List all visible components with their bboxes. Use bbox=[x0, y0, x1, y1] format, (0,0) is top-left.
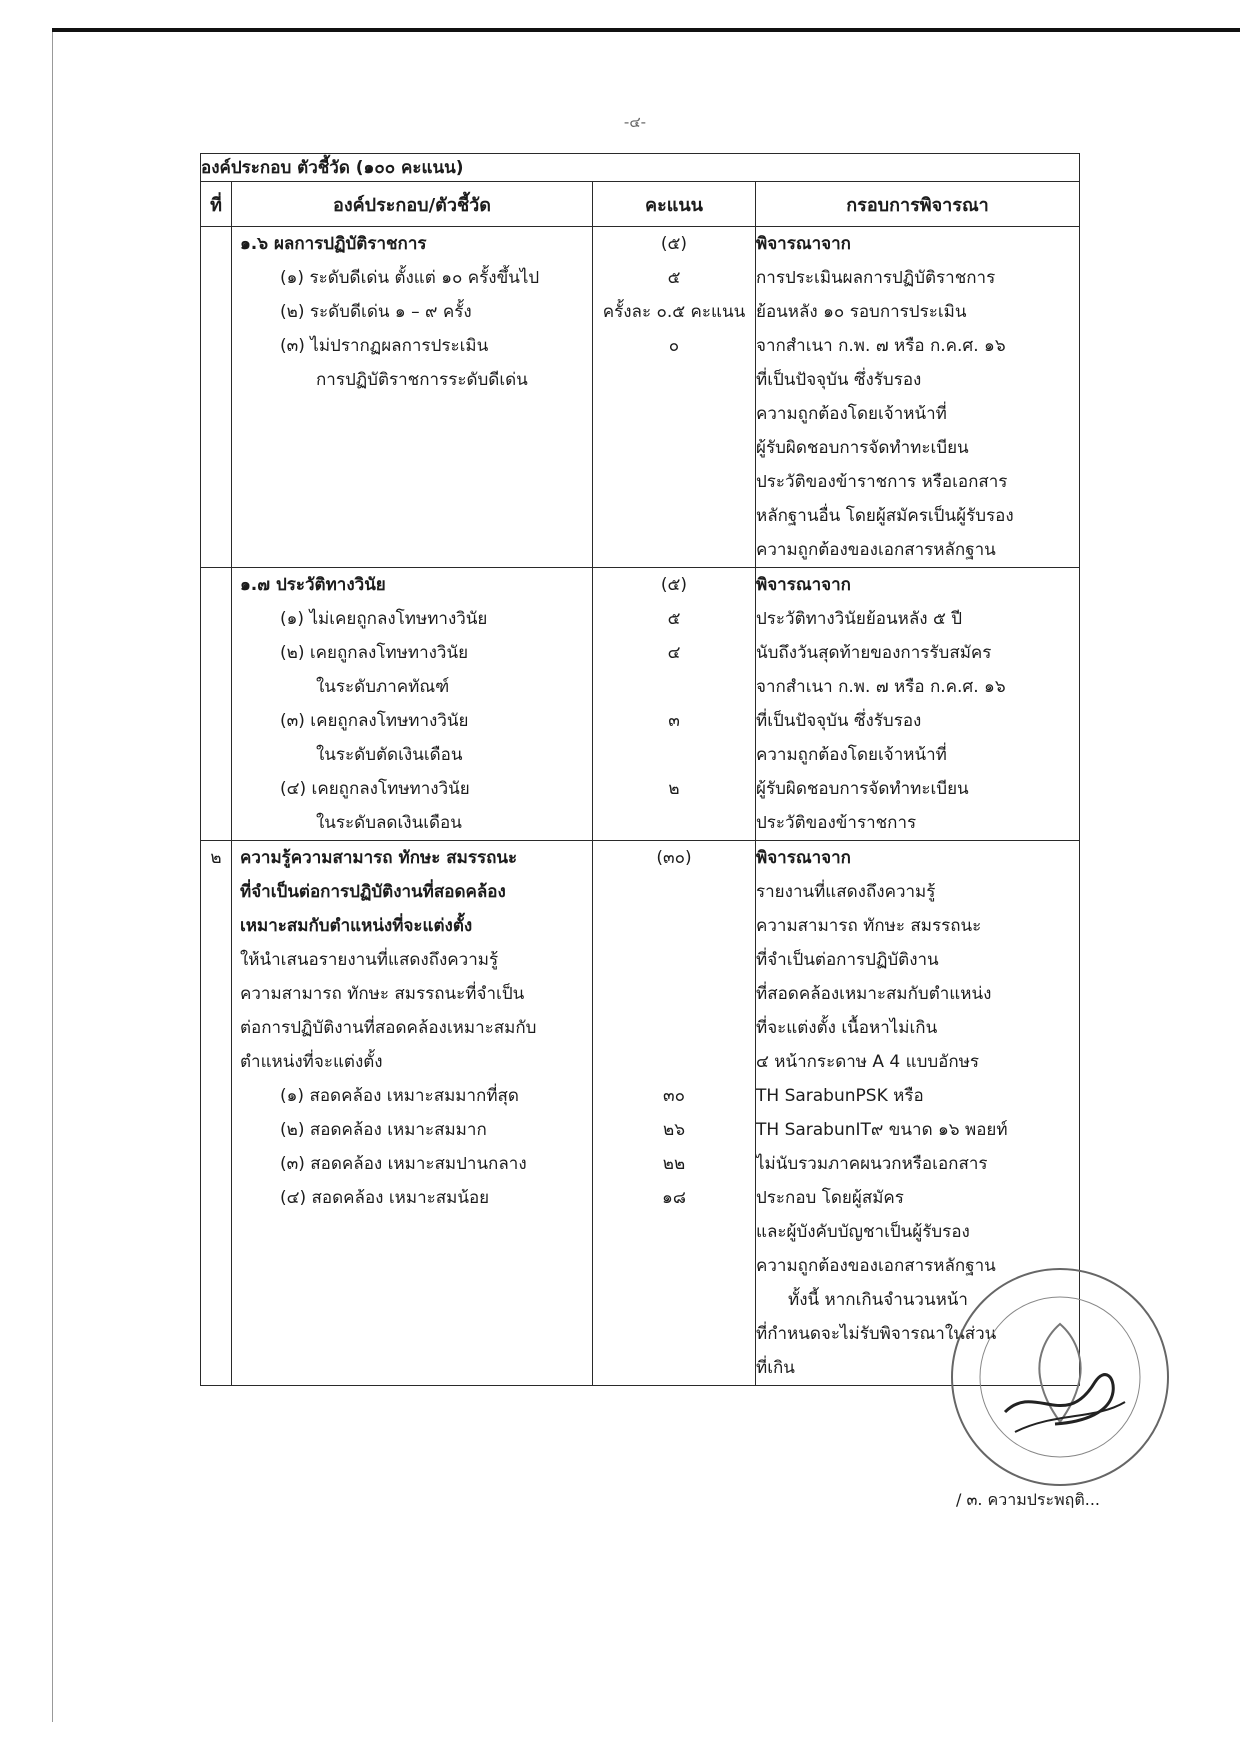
item-score: ๓๐ bbox=[663, 1086, 685, 1106]
spacer bbox=[593, 1045, 755, 1079]
table-caption: องค์ประกอบ ตัวชี้วัด (๑๐๐ คะแนน) bbox=[201, 154, 1080, 182]
score-cell bbox=[593, 227, 756, 568]
framework-line: ผู้รับผิดชอบการจัดทำทะเบียน bbox=[756, 438, 969, 458]
item-score: ๐ bbox=[668, 336, 680, 356]
framework-line: ความถูกต้องโดยเจ้าหน้าที่ bbox=[756, 745, 947, 765]
spacer bbox=[593, 943, 755, 977]
table-row-1-7 bbox=[201, 568, 1080, 841]
framework-line: นับถึงวันสุดท้ายของการรับสมัคร bbox=[756, 643, 992, 663]
framework-line: หลักฐานอื่น โดยผู้สมัครเป็นผู้รับรอง bbox=[756, 506, 1014, 526]
official-seal-stamp bbox=[945, 1262, 1175, 1492]
criteria-item-cont: ในระดับตัดเงินเดือน bbox=[316, 745, 463, 765]
criteria-item: (๔) สอดคล้อง เหมาะสมน้อย bbox=[280, 1188, 490, 1208]
framework-note: ทั้งนี้ หากเกินจำนวนหน้า bbox=[788, 1290, 968, 1310]
criteria-cell bbox=[232, 227, 593, 568]
framework-line: TH SarabunPSK หรือ bbox=[756, 1086, 924, 1106]
item-score: ๓ bbox=[668, 711, 680, 731]
item-score-empty bbox=[593, 738, 755, 772]
framework-line: ประวัติของข้าราชการ หรือเอกสาร bbox=[756, 472, 1008, 492]
section-title: ๑.๖ ผลการปฏิบัติราชการ bbox=[240, 234, 427, 254]
section-description: ความสามารถ ทักษะ สมรรถนะที่จำเป็น bbox=[240, 984, 525, 1004]
item-score: ๒๖ bbox=[663, 1120, 685, 1140]
framework-line: ประวัติของข้าราชการ bbox=[756, 813, 917, 833]
row-number bbox=[201, 227, 232, 568]
framework-title: พิจารณาจาก bbox=[756, 575, 851, 595]
item-score: ครั้งละ ๐.๕ คะแนน bbox=[602, 302, 746, 322]
framework-line: ความถูกต้องของเอกสารหลักฐาน bbox=[756, 1256, 996, 1276]
spacer bbox=[593, 909, 755, 943]
framework-title: พิจารณาจาก bbox=[756, 848, 851, 868]
criteria-item-cont: ในระดับลดเงินเดือน bbox=[316, 813, 462, 833]
criteria-item: (๔) เคยถูกลงโทษทางวินัย bbox=[280, 779, 470, 799]
section-score: (๕) bbox=[660, 575, 688, 595]
seal-outer-ring bbox=[952, 1269, 1168, 1485]
criteria-item: (๒) ระดับดีเด่น ๑ – ๙ ครั้ง bbox=[280, 302, 472, 322]
criteria-item: (๑) ไม่เคยถูกลงโทษทางวินัย bbox=[280, 609, 488, 629]
item-score: ๕ bbox=[667, 609, 681, 629]
framework-note: ที่กำหนดจะไม่รับพิจารณาในส่วน bbox=[756, 1324, 997, 1344]
framework-note: ที่เกิน bbox=[756, 1358, 795, 1378]
item-score: ๕ bbox=[667, 268, 681, 288]
criteria-cell bbox=[232, 841, 593, 1386]
header-criteria: องค์ประกอบ/ตัวชี้วัด bbox=[232, 182, 593, 227]
criteria-table bbox=[200, 153, 1080, 1386]
framework-line: ที่จำเป็นต่อการปฏิบัติงาน bbox=[756, 950, 939, 970]
framework-line: ๔ หน้ากระดาษ A 4 แบบอักษร bbox=[756, 1052, 980, 1072]
criteria-item: (๑) สอดคล้อง เหมาะสมมากที่สุด bbox=[280, 1086, 519, 1106]
criteria-item: (๓) ไม่ปรากฏผลการประเมิน bbox=[280, 336, 489, 356]
section-description: ต่อการปฏิบัติงานที่สอดคล้องเหมาะสมกับ bbox=[240, 1018, 537, 1038]
framework-line: ความถูกต้องของเอกสารหลักฐาน bbox=[756, 540, 996, 560]
framework-line: การประเมินผลการปฏิบัติราชการ bbox=[756, 268, 996, 288]
score-cell bbox=[593, 568, 756, 841]
criteria-item-cont: ในระดับภาคทัณฑ์ bbox=[316, 677, 450, 697]
criteria-item: (๑) ระดับดีเด่น ตั้งแต่ ๑๐ ครั้งขึ้นไป bbox=[280, 268, 540, 288]
framework-line: ประกอบ โดยผู้สมัคร bbox=[756, 1188, 904, 1208]
item-score: ๑๘ bbox=[662, 1188, 686, 1208]
spacer bbox=[593, 1011, 755, 1045]
framework-line: ที่จะแต่งตั้ง เนื้อหาไม่เกิน bbox=[756, 1018, 938, 1038]
criteria-item: (๓) เคยถูกลงโทษทางวินัย bbox=[280, 711, 469, 731]
row-number: ๒ bbox=[201, 841, 232, 1386]
item-score: ๒ bbox=[668, 779, 680, 799]
score-cell bbox=[593, 841, 756, 1386]
framework-line: ไม่นับรวมภาคผนวกหรือเอกสาร bbox=[756, 1154, 988, 1174]
row-number bbox=[201, 568, 232, 841]
framework-line: ผู้รับผิดชอบการจัดทำทะเบียน bbox=[756, 779, 969, 799]
section-title: ที่จำเป็นต่อการปฏิบัติงานที่สอดคล้อง bbox=[240, 882, 506, 902]
signature-stroke bbox=[1005, 1375, 1113, 1424]
page-number: -๔- bbox=[623, 113, 647, 131]
seal-inner-ring bbox=[980, 1297, 1140, 1457]
framework-line: ที่เป็นปัจจุบัน ซึ่งรับรอง bbox=[756, 711, 922, 731]
section-score: (๓๐) bbox=[656, 848, 692, 868]
criteria-item: (๒) สอดคล้อง เหมาะสมมาก bbox=[280, 1120, 487, 1140]
section-score: (๕) bbox=[660, 234, 688, 254]
framework-cell bbox=[756, 227, 1080, 568]
section-description: ตำแหน่งที่จะแต่งตั้ง bbox=[240, 1052, 383, 1072]
framework-line: ที่เป็นปัจจุบัน ซึ่งรับรอง bbox=[756, 370, 922, 390]
header-score: คะแนน bbox=[593, 182, 756, 227]
section-title: เหมาะสมกับตำแหน่งที่จะแต่งตั้ง bbox=[240, 916, 473, 936]
criteria-cell bbox=[232, 568, 593, 841]
item-score: ๔ bbox=[667, 643, 681, 663]
section-title: ความรู้ความสามารถ ทักษะ สมรรถนะ bbox=[240, 848, 518, 868]
framework-line: จากสำเนา ก.พ. ๗ หรือ ก.ค.ศ. ๑๖ bbox=[756, 677, 1006, 697]
seal-emblem bbox=[1039, 1324, 1080, 1422]
continuation-footer: / ๓. ความประพฤติ... bbox=[955, 1490, 1100, 1509]
criteria-item-cont: การปฏิบัติราชการระดับดีเด่น bbox=[316, 370, 528, 390]
section-title: ๑.๗ ประวัติทางวินัย bbox=[240, 575, 386, 595]
criteria-item: (๒) เคยถูกลงโทษทางวินัย bbox=[280, 643, 469, 663]
header-framework: กรอบการพิจารณา bbox=[756, 182, 1080, 227]
framework-line: ย้อนหลัง ๑๐ รอบการประเมิน bbox=[756, 302, 967, 322]
item-score: ๒๒ bbox=[662, 1154, 686, 1174]
framework-line: TH SarabunIT๙ ขนาด ๑๖ พอยท์ bbox=[756, 1120, 1008, 1140]
table-row-1-6 bbox=[201, 227, 1080, 568]
framework-line: และผู้บังคับบัญชาเป็นผู้รับรอง bbox=[756, 1222, 970, 1242]
left-margin-line bbox=[52, 32, 53, 1722]
item-score-empty bbox=[593, 670, 755, 704]
header-no: ที่ bbox=[201, 182, 232, 227]
framework-line: จากสำเนา ก.พ. ๗ หรือ ก.ค.ศ. ๑๖ bbox=[756, 336, 1006, 356]
framework-line: ที่สอดคล้องเหมาะสมกับตำแหน่ง bbox=[756, 984, 992, 1004]
spacer bbox=[593, 977, 755, 1011]
framework-line: รายงานที่แสดงถึงความรู้ bbox=[756, 882, 936, 902]
spacer bbox=[593, 875, 755, 909]
top-border-line bbox=[52, 28, 1240, 32]
framework-line: ความสามารถ ทักษะ สมรรถนะ bbox=[756, 916, 982, 936]
section-description: ให้นำเสนอรายงานที่แสดงถึงความรู้ bbox=[240, 950, 499, 970]
framework-line: ความถูกต้องโดยเจ้าหน้าที่ bbox=[756, 404, 947, 424]
criteria-item: (๓) สอดคล้อง เหมาะสมปานกลาง bbox=[280, 1154, 527, 1174]
framework-line: ประวัติทางวินัยย้อนหลัง ๕ ปี bbox=[756, 609, 963, 629]
framework-cell bbox=[756, 568, 1080, 841]
framework-title: พิจารณาจาก bbox=[756, 234, 851, 254]
